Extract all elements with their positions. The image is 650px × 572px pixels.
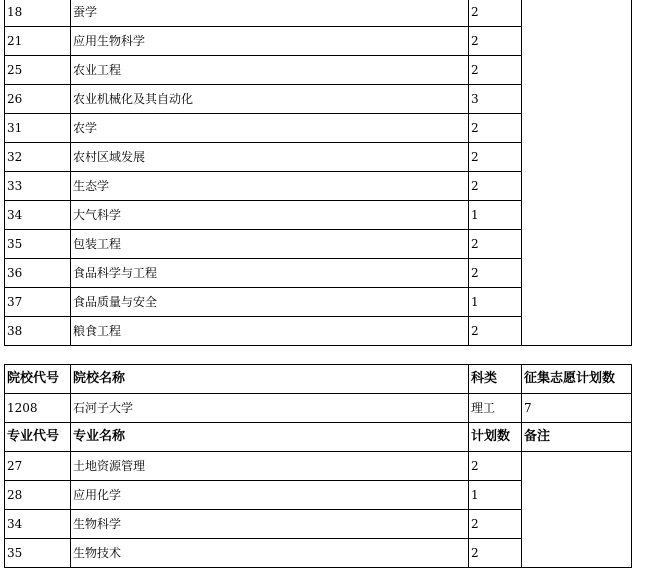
school-row (5, 394, 632, 423)
major-code-header: 专业代号 (5, 423, 71, 452)
major-count: 2 (469, 539, 522, 568)
major-code: 37 (5, 288, 71, 317)
note-cell (522, 0, 632, 346)
major-name: 包装工程 (71, 230, 469, 259)
major-name: 食品科学与工程 (71, 259, 469, 288)
major-count-header: 计划数 (469, 423, 522, 452)
major-code: 25 (5, 56, 71, 85)
major-code: 31 (5, 114, 71, 143)
major-count: 2 (469, 510, 522, 539)
major-name: 大气科学 (71, 201, 469, 230)
major-code: 27 (5, 452, 71, 481)
major-count: 2 (469, 143, 522, 172)
major-code: 35 (5, 539, 71, 568)
major-code: 36 (5, 259, 71, 288)
major-count: 1 (469, 481, 522, 510)
major-name-header: 专业名称 (71, 423, 469, 452)
note-cell (522, 452, 632, 568)
major-name: 蚕学 (71, 0, 469, 27)
school-code-header: 院校代号 (5, 365, 71, 394)
major-count: 2 (469, 172, 522, 201)
school-category: 理工 (469, 394, 522, 423)
major-count: 1 (469, 201, 522, 230)
major-count: 2 (469, 27, 522, 56)
school-plan: 7 (522, 394, 632, 423)
school-table (4, 364, 632, 568)
major-count: 2 (469, 317, 522, 346)
major-count: 2 (469, 452, 522, 481)
major-name: 农业工程 (71, 56, 469, 85)
major-code: 21 (5, 27, 71, 56)
school-code: 1208 (5, 394, 71, 423)
major-count: 1 (469, 288, 522, 317)
major-table-continued (4, 0, 632, 346)
major-code: 26 (5, 85, 71, 114)
major-name: 生物科学 (71, 510, 469, 539)
category-header: 科类 (469, 365, 522, 394)
major-code: 38 (5, 317, 71, 346)
note-header: 备注 (522, 423, 632, 452)
major-code: 18 (5, 0, 71, 27)
school-header-row (5, 365, 632, 394)
major-header-row (5, 423, 632, 452)
major-code: 35 (5, 230, 71, 259)
major-name: 应用生物科学 (71, 27, 469, 56)
school-table-body (5, 365, 632, 568)
major-name: 生物技术 (71, 539, 469, 568)
major-name: 农学 (71, 114, 469, 143)
major-count: 2 (469, 230, 522, 259)
major-code: 28 (5, 481, 71, 510)
major-code: 33 (5, 172, 71, 201)
major-name: 粮食工程 (71, 317, 469, 346)
major-name: 应用化学 (71, 481, 469, 510)
major-count: 2 (469, 56, 522, 85)
school-name-header: 院校名称 (71, 365, 469, 394)
school-name: 石河子大学 (71, 394, 469, 423)
major-code: 34 (5, 201, 71, 230)
major-table-body (5, 0, 632, 346)
major-name: 农业机械化及其自动化 (71, 85, 469, 114)
major-name: 土地资源管理 (71, 452, 469, 481)
major-code: 34 (5, 510, 71, 539)
table-row (5, 452, 632, 481)
table-row (5, 0, 632, 27)
major-count: 2 (469, 259, 522, 288)
major-count: 2 (469, 114, 522, 143)
plan-header: 征集志愿计划数 (522, 365, 632, 394)
major-name: 生态学 (71, 172, 469, 201)
major-count: 2 (469, 0, 522, 27)
major-name: 食品质量与安全 (71, 288, 469, 317)
major-code: 32 (5, 143, 71, 172)
major-name: 农村区域发展 (71, 143, 469, 172)
major-count: 3 (469, 85, 522, 114)
